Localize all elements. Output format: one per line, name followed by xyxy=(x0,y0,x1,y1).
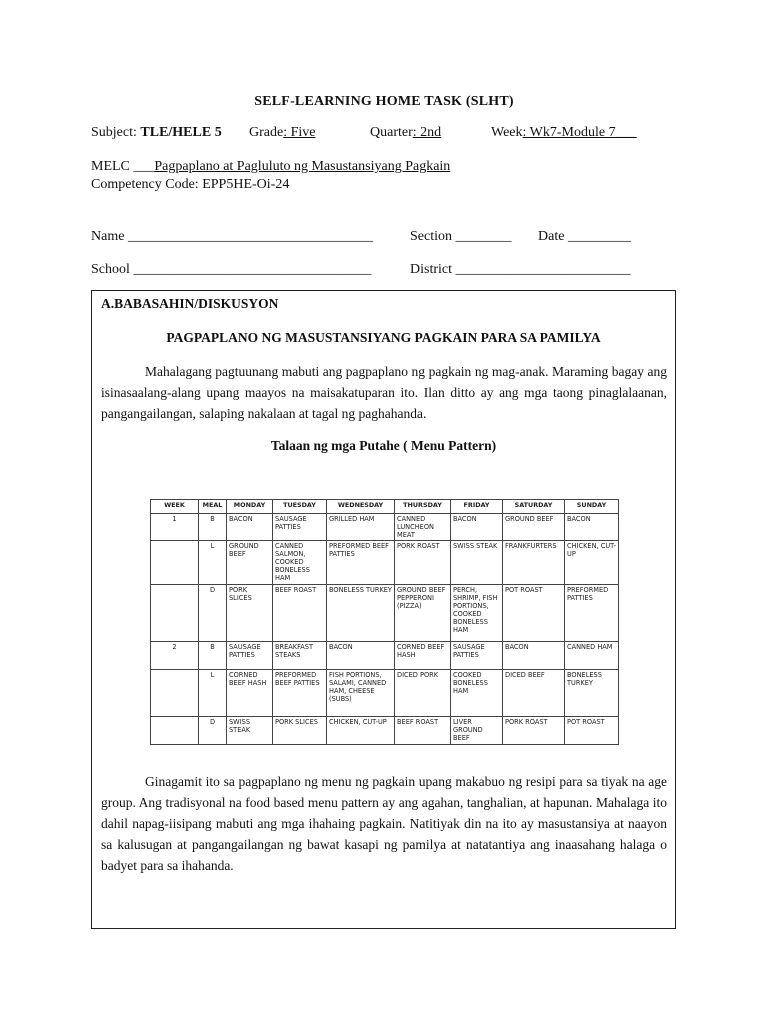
cell-sunday: CANNED HAM xyxy=(565,641,619,669)
quarter-value: : 2nd xyxy=(412,125,442,140)
cell-wednesday: PREFORMED BEEF PATTIES xyxy=(327,541,395,585)
cell-friday: BACON xyxy=(451,514,503,541)
week-value: : Wk7-Module 7___ xyxy=(522,125,637,140)
header-friday: FRIDAY xyxy=(451,500,503,514)
table-row xyxy=(151,716,619,744)
cell-thursday: CORNED BEEF HASH xyxy=(395,641,451,669)
district-label: District xyxy=(410,262,452,277)
paragraph-intro xyxy=(101,361,667,424)
cell-friday: LIVER GROUND BEEF xyxy=(451,716,503,744)
melc-line xyxy=(91,159,450,175)
competency-value: EPP5HE-Oi-24 xyxy=(202,177,290,192)
cell-wednesday: BACON xyxy=(327,641,395,669)
cell-saturday: GROUND BEEF xyxy=(503,514,565,541)
header-week: WEEK xyxy=(151,500,199,514)
cell-saturday: POT ROAST xyxy=(503,584,565,641)
cell-monday: GROUND BEEF xyxy=(227,541,273,585)
week-line xyxy=(491,125,637,141)
cell-friday: SAUSAGE PATTIES xyxy=(451,641,503,669)
cell-week xyxy=(151,541,199,585)
cell-sunday: POT ROAST xyxy=(565,716,619,744)
cell-monday: PORK SLICES xyxy=(227,584,273,641)
header-thursday: THURSDAY xyxy=(395,500,451,514)
paragraph-menu-pattern xyxy=(101,771,667,876)
cell-week: 1 xyxy=(151,514,199,541)
cell-tuesday: CANNED SALMON, COOKED BONELESS HAM xyxy=(273,541,327,585)
cell-meal: L xyxy=(199,670,227,717)
cell-tuesday: PREFORMED BEEF PATTIES xyxy=(273,670,327,717)
cell-meal: B xyxy=(199,641,227,669)
table-title: Talaan ng mga Putahe ( Menu Pattern) xyxy=(270,438,497,453)
table-row xyxy=(151,641,619,669)
cell-saturday: FRANKFURTERS xyxy=(503,541,565,585)
table-row xyxy=(151,541,619,585)
date-label: Date xyxy=(538,229,565,244)
cell-sunday: BACON xyxy=(565,514,619,541)
cell-tuesday: PORK SLICES xyxy=(273,716,327,744)
district-blank[interactable]: _________________________ xyxy=(455,262,631,277)
date-field[interactable] xyxy=(538,229,631,245)
district-field[interactable] xyxy=(410,262,631,278)
header-monday: MONDAY xyxy=(227,500,273,514)
quarter-line xyxy=(370,125,441,141)
cell-friday: PERCH, SHRIMP, FISH PORTIONS, COOKED BONELESS HAM xyxy=(451,584,503,641)
cell-week xyxy=(151,584,199,641)
subject-label: Subject: xyxy=(91,125,137,140)
school-field[interactable] xyxy=(91,262,371,278)
cell-tuesday: BREAKFAST STEAKS xyxy=(273,641,327,669)
table-row xyxy=(151,670,619,717)
header-sunday: SUNDAY xyxy=(565,500,619,514)
header-tuesday: TUESDAY xyxy=(273,500,327,514)
subject-value: TLE/HELE 5 xyxy=(140,125,222,140)
melc-label: MELC ___ xyxy=(91,159,155,174)
cell-wednesday: CHICKEN, CUT-UP xyxy=(327,716,395,744)
competency-label: Competency Code: xyxy=(91,177,199,192)
document-title: SELF-LEARNING HOME TASK (SLHT) xyxy=(254,94,514,109)
cell-wednesday: FISH PORTIONS, SALAMI, CANNED HAM, CHEESE (SUBS) xyxy=(327,670,395,717)
cell-thursday: PORK ROAST xyxy=(395,541,451,585)
cell-week: 2 xyxy=(151,641,199,669)
quarter-label: Quarter xyxy=(370,125,413,140)
week-label: Week xyxy=(491,125,523,140)
school-label: School xyxy=(91,262,130,277)
cell-meal: B xyxy=(199,514,227,541)
school-blank[interactable]: __________________________________ xyxy=(133,262,372,277)
name-field[interactable] xyxy=(91,229,373,245)
grade-label: Grade xyxy=(249,125,284,140)
date-blank[interactable]: _________ xyxy=(567,229,631,244)
cell-wednesday: BONELESS TURKEY xyxy=(327,584,395,641)
header-meal: MEAL xyxy=(199,500,227,514)
section-blank[interactable]: ________ xyxy=(455,229,512,244)
cell-saturday: BACON xyxy=(503,641,565,669)
subject-line xyxy=(91,125,222,141)
page-title: PAGPAPLANO NG MASUSTANSIYANG PAGKAIN PARA SA PAMILYA xyxy=(166,330,601,345)
cell-friday: SWISS STEAK xyxy=(451,541,503,585)
cell-tuesday: BEEF ROAST xyxy=(273,584,327,641)
cell-monday: SWISS STEAK xyxy=(227,716,273,744)
header-saturday: SATURDAY xyxy=(503,500,565,514)
melc-value: Pagpaplano at Pagluluto ng Masustansiyang Pagkain xyxy=(154,159,451,174)
cell-tuesday: SAUSAGE PATTIES xyxy=(273,514,327,541)
table-row xyxy=(151,514,619,541)
grade-line xyxy=(249,125,315,141)
competency-line xyxy=(91,177,289,193)
paragraph-intro-text: Mahalagang pagtuunang mabuti ang pagpaplano ng pagkain ng mag-anak. Maraming bagay ang isinasaalang-alang upang maayos na maisakatuparan ito. Ilan ditto ay ang mga taong pinaglalaanan, pangangailangan, salaping nakalaan at tagal ng paghahanda. xyxy=(101,364,667,421)
table-row xyxy=(151,584,619,641)
cell-thursday: DICED PORK xyxy=(395,670,451,717)
cell-sunday: BONELESS TURKEY xyxy=(565,670,619,717)
cell-thursday: BEEF ROAST xyxy=(395,716,451,744)
cell-monday: SAUSAGE PATTIES xyxy=(227,641,273,669)
menu-pattern-table xyxy=(150,499,619,745)
paragraph-menu-pattern-text: Ginagamit ito sa pagpaplano ng menu ng pagkain upang makabuo ng resipi para sa tiyak na age group. Ang tradisyonal na food based menu pattern ay ang agahan, tanghalian, at hapunan. Mahalaga ito dahil napag-iisipang mabuti ang mga ihahaing pagkain. Natitiyak din na ito ay masustansiya at naayon sa kalusugan at pangangailangan ng bawat kasapi ng pamilya at natatantiya ang inaasahang halaga o badyet para sa ihahanda. xyxy=(101,774,667,873)
cell-monday: BACON xyxy=(227,514,273,541)
cell-thursday: GROUND BEEF PEPPERONI (PIZZA) xyxy=(395,584,451,641)
section-heading: A.BABASAHIN/DISKUSYON xyxy=(101,296,279,311)
cell-week xyxy=(151,716,199,744)
section-label: Section xyxy=(410,229,452,244)
cell-saturday: PORK ROAST xyxy=(503,716,565,744)
cell-sunday: PREFORMED PATTIES xyxy=(565,584,619,641)
name-blank[interactable]: ___________________________________ xyxy=(127,229,373,244)
cell-meal: D xyxy=(199,584,227,641)
cell-week xyxy=(151,670,199,717)
table-header-row xyxy=(151,500,619,514)
cell-friday: COOKED BONELESS HAM xyxy=(451,670,503,717)
section-field[interactable] xyxy=(410,229,512,245)
cell-meal: D xyxy=(199,716,227,744)
cell-sunday: CHICKEN, CUT-UP xyxy=(565,541,619,585)
cell-meal: L xyxy=(199,541,227,585)
grade-value: : Five xyxy=(283,125,316,140)
header-wednesday: WEDNESDAY xyxy=(327,500,395,514)
name-label: Name xyxy=(91,229,125,244)
cell-thursday: CANNED LUNCHEON MEAT xyxy=(395,514,451,541)
cell-saturday: DICED BEEF xyxy=(503,670,565,717)
cell-wednesday: GRILLED HAM xyxy=(327,514,395,541)
cell-monday: CORNED BEEF HASH xyxy=(227,670,273,717)
